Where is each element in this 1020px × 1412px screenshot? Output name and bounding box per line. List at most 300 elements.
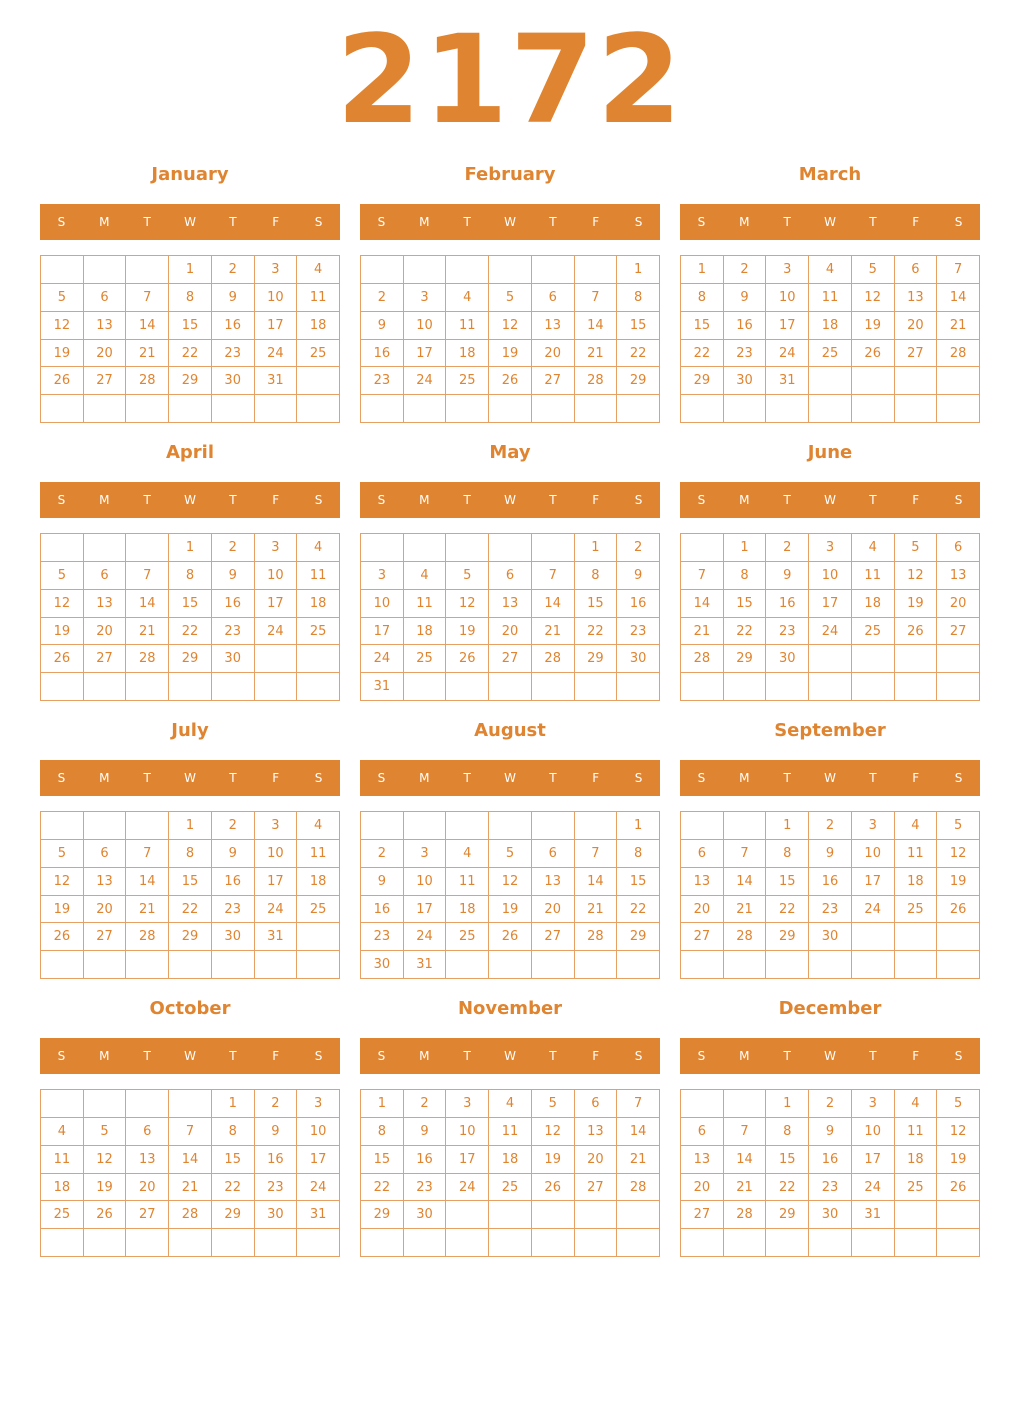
weekday-header bbox=[40, 1038, 340, 1074]
day-cell: 26 bbox=[937, 1174, 980, 1202]
day-cell: 19 bbox=[41, 618, 84, 646]
empty-day-cell bbox=[681, 1229, 724, 1257]
day-cell: 27 bbox=[126, 1201, 169, 1229]
day-cell: 20 bbox=[84, 340, 127, 368]
day-cell: 13 bbox=[575, 1118, 618, 1146]
day-cell: 7 bbox=[617, 1090, 660, 1118]
day-cell: 7 bbox=[532, 562, 575, 590]
weekday-label: S bbox=[314, 771, 323, 785]
empty-day-cell bbox=[895, 923, 938, 951]
day-cell: 25 bbox=[809, 340, 852, 368]
empty-day-cell bbox=[809, 395, 852, 423]
day-cell: 27 bbox=[895, 340, 938, 368]
day-cell: 3 bbox=[361, 562, 404, 590]
day-cell: 19 bbox=[489, 340, 532, 368]
day-cell: 16 bbox=[809, 868, 852, 896]
day-cell: 27 bbox=[84, 923, 127, 951]
empty-day-cell bbox=[404, 534, 447, 562]
day-cell: 22 bbox=[575, 618, 618, 646]
day-cell: 12 bbox=[895, 562, 938, 590]
day-cell: 7 bbox=[724, 840, 767, 868]
day-cell: 8 bbox=[169, 840, 212, 868]
month-name: June bbox=[807, 442, 853, 463]
day-cell: 1 bbox=[724, 534, 767, 562]
day-cell: 26 bbox=[489, 367, 532, 395]
empty-day-cell bbox=[169, 1229, 212, 1257]
day-cell: 26 bbox=[852, 340, 895, 368]
day-cell: 4 bbox=[895, 812, 938, 840]
empty-day-cell bbox=[169, 395, 212, 423]
day-cell: 18 bbox=[852, 590, 895, 618]
empty-day-cell bbox=[361, 812, 404, 840]
day-cell: 18 bbox=[297, 868, 340, 896]
weekday-label: S bbox=[697, 771, 706, 785]
weekday-label: M bbox=[419, 493, 430, 507]
empty-day-cell bbox=[937, 951, 980, 979]
empty-day-cell bbox=[41, 395, 84, 423]
day-cell: 20 bbox=[489, 618, 532, 646]
weekday-label: W bbox=[184, 771, 196, 785]
day-cell: 18 bbox=[446, 896, 489, 924]
day-cell: 21 bbox=[681, 618, 724, 646]
empty-day-cell bbox=[852, 645, 895, 673]
day-cell: 18 bbox=[297, 312, 340, 340]
weekday-label: S bbox=[634, 215, 643, 229]
day-cell: 19 bbox=[41, 340, 84, 368]
day-cell: 13 bbox=[84, 868, 127, 896]
day-cell: 12 bbox=[446, 590, 489, 618]
empty-day-cell bbox=[532, 1229, 575, 1257]
day-cell: 23 bbox=[809, 896, 852, 924]
empty-day-cell bbox=[361, 395, 404, 423]
empty-day-cell bbox=[126, 534, 169, 562]
day-cell: 3 bbox=[404, 840, 447, 868]
day-cell: 25 bbox=[404, 645, 447, 673]
day-cell: 24 bbox=[404, 367, 447, 395]
weekday-label: T bbox=[463, 771, 471, 785]
day-cell: 6 bbox=[895, 256, 938, 284]
day-cell: 6 bbox=[84, 562, 127, 590]
month-name: September bbox=[774, 720, 886, 741]
day-cell: 7 bbox=[681, 562, 724, 590]
day-cell: 8 bbox=[575, 562, 618, 590]
day-cell: 13 bbox=[681, 1146, 724, 1174]
day-grid bbox=[360, 255, 660, 423]
day-cell: 21 bbox=[169, 1174, 212, 1202]
day-cell: 15 bbox=[617, 868, 660, 896]
weekday-label: F bbox=[592, 771, 600, 785]
day-cell: 3 bbox=[809, 534, 852, 562]
day-cell: 8 bbox=[681, 284, 724, 312]
day-cell: 9 bbox=[617, 562, 660, 590]
day-cell: 16 bbox=[361, 340, 404, 368]
empty-day-cell bbox=[297, 951, 340, 979]
day-cell: 11 bbox=[404, 590, 447, 618]
weekday-label: T bbox=[143, 493, 151, 507]
day-cell: 24 bbox=[255, 896, 298, 924]
day-cell: 2 bbox=[212, 534, 255, 562]
weekday-label: S bbox=[634, 493, 643, 507]
day-cell: 5 bbox=[41, 840, 84, 868]
weekday-label: M bbox=[739, 215, 750, 229]
day-cell: 24 bbox=[297, 1174, 340, 1202]
empty-day-cell bbox=[575, 1229, 618, 1257]
day-cell: 17 bbox=[255, 590, 298, 618]
day-cell: 10 bbox=[446, 1118, 489, 1146]
day-cell: 19 bbox=[852, 312, 895, 340]
day-cell: 28 bbox=[575, 367, 618, 395]
day-cell: 11 bbox=[809, 284, 852, 312]
day-cell: 3 bbox=[852, 1090, 895, 1118]
empty-day-cell bbox=[126, 395, 169, 423]
weekday-label: F bbox=[272, 493, 280, 507]
day-cell: 21 bbox=[575, 340, 618, 368]
month-name: April bbox=[165, 442, 215, 463]
weekday-label: F bbox=[592, 1049, 600, 1063]
day-cell: 5 bbox=[937, 812, 980, 840]
day-cell: 14 bbox=[937, 284, 980, 312]
day-cell: 22 bbox=[169, 618, 212, 646]
day-cell: 7 bbox=[126, 840, 169, 868]
day-cell: 22 bbox=[766, 1174, 809, 1202]
weekday-label: W bbox=[504, 771, 516, 785]
day-cell: 19 bbox=[937, 1146, 980, 1174]
empty-day-cell bbox=[297, 645, 340, 673]
day-cell: 6 bbox=[575, 1090, 618, 1118]
day-cell: 14 bbox=[617, 1118, 660, 1146]
day-cell: 6 bbox=[532, 284, 575, 312]
day-cell: 15 bbox=[169, 868, 212, 896]
empty-day-cell bbox=[617, 1201, 660, 1229]
empty-day-cell bbox=[575, 673, 618, 701]
day-cell: 17 bbox=[852, 868, 895, 896]
day-cell: 24 bbox=[255, 618, 298, 646]
day-cell: 8 bbox=[766, 840, 809, 868]
day-cell: 26 bbox=[41, 645, 84, 673]
day-cell: 21 bbox=[617, 1146, 660, 1174]
empty-day-cell bbox=[297, 395, 340, 423]
day-cell: 26 bbox=[895, 618, 938, 646]
weekday-label: S bbox=[954, 1049, 963, 1063]
day-cell: 27 bbox=[681, 923, 724, 951]
day-cell: 9 bbox=[212, 840, 255, 868]
empty-day-cell bbox=[575, 951, 618, 979]
day-cell: 21 bbox=[126, 896, 169, 924]
day-cell: 13 bbox=[84, 312, 127, 340]
day-cell: 30 bbox=[809, 923, 852, 951]
day-cell: 27 bbox=[84, 367, 127, 395]
empty-day-cell bbox=[895, 367, 938, 395]
day-cell: 24 bbox=[361, 645, 404, 673]
day-cell: 25 bbox=[895, 1174, 938, 1202]
weekday-label: T bbox=[229, 215, 237, 229]
day-cell: 15 bbox=[169, 590, 212, 618]
day-cell: 29 bbox=[575, 645, 618, 673]
month-name: February bbox=[464, 164, 556, 185]
day-cell: 31 bbox=[255, 923, 298, 951]
day-cell: 9 bbox=[212, 284, 255, 312]
empty-day-cell bbox=[84, 1090, 127, 1118]
day-cell: 2 bbox=[361, 840, 404, 868]
weekday-label: T bbox=[463, 493, 471, 507]
day-cell: 11 bbox=[895, 1118, 938, 1146]
empty-day-cell bbox=[446, 1229, 489, 1257]
day-cell: 4 bbox=[852, 534, 895, 562]
empty-day-cell bbox=[575, 395, 618, 423]
day-cell: 3 bbox=[766, 256, 809, 284]
empty-day-cell bbox=[489, 256, 532, 284]
day-cell: 23 bbox=[766, 618, 809, 646]
day-cell: 16 bbox=[212, 590, 255, 618]
empty-day-cell bbox=[809, 367, 852, 395]
day-cell: 5 bbox=[852, 256, 895, 284]
day-cell: 28 bbox=[724, 923, 767, 951]
day-cell: 23 bbox=[361, 923, 404, 951]
day-cell: 6 bbox=[489, 562, 532, 590]
day-cell: 3 bbox=[446, 1090, 489, 1118]
empty-day-cell bbox=[766, 673, 809, 701]
day-cell: 18 bbox=[895, 1146, 938, 1174]
day-cell: 16 bbox=[724, 312, 767, 340]
weekday-label: T bbox=[143, 771, 151, 785]
weekday-label: S bbox=[57, 215, 66, 229]
empty-day-cell bbox=[255, 1229, 298, 1257]
day-cell: 4 bbox=[809, 256, 852, 284]
day-cell: 27 bbox=[681, 1201, 724, 1229]
day-cell: 18 bbox=[809, 312, 852, 340]
day-cell: 10 bbox=[255, 562, 298, 590]
day-cell: 14 bbox=[575, 312, 618, 340]
day-cell: 1 bbox=[617, 256, 660, 284]
day-cell: 19 bbox=[532, 1146, 575, 1174]
day-cell: 22 bbox=[617, 896, 660, 924]
day-cell: 26 bbox=[446, 645, 489, 673]
day-cell: 1 bbox=[681, 256, 724, 284]
day-cell: 5 bbox=[532, 1090, 575, 1118]
day-cell: 7 bbox=[937, 256, 980, 284]
day-grid bbox=[40, 533, 340, 701]
weekday-label: T bbox=[549, 215, 557, 229]
day-cell: 4 bbox=[489, 1090, 532, 1118]
day-cell: 23 bbox=[617, 618, 660, 646]
empty-day-cell bbox=[126, 812, 169, 840]
day-cell: 8 bbox=[361, 1118, 404, 1146]
empty-day-cell bbox=[852, 395, 895, 423]
weekday-label: W bbox=[184, 215, 196, 229]
weekday-label: T bbox=[229, 1049, 237, 1063]
day-cell: 31 bbox=[852, 1201, 895, 1229]
empty-day-cell bbox=[681, 673, 724, 701]
empty-day-cell bbox=[724, 1090, 767, 1118]
day-cell: 11 bbox=[446, 312, 489, 340]
weekday-label: F bbox=[592, 493, 600, 507]
day-cell: 8 bbox=[617, 840, 660, 868]
weekday-label: S bbox=[57, 493, 66, 507]
month-name: January bbox=[151, 164, 229, 185]
day-cell: 18 bbox=[404, 618, 447, 646]
empty-day-cell bbox=[937, 645, 980, 673]
empty-day-cell bbox=[84, 395, 127, 423]
day-cell: 30 bbox=[617, 645, 660, 673]
weekday-label: S bbox=[697, 493, 706, 507]
empty-day-cell bbox=[84, 812, 127, 840]
empty-day-cell bbox=[937, 1229, 980, 1257]
day-cell: 14 bbox=[126, 590, 169, 618]
day-cell: 28 bbox=[532, 645, 575, 673]
day-cell: 15 bbox=[361, 1146, 404, 1174]
day-cell: 22 bbox=[361, 1174, 404, 1202]
day-cell: 25 bbox=[852, 618, 895, 646]
empty-day-cell bbox=[84, 534, 127, 562]
weekday-header bbox=[680, 1038, 980, 1074]
empty-day-cell bbox=[404, 1229, 447, 1257]
day-cell: 15 bbox=[617, 312, 660, 340]
weekday-label: S bbox=[377, 215, 386, 229]
weekday-header bbox=[680, 482, 980, 518]
weekday-label: W bbox=[184, 493, 196, 507]
day-cell: 10 bbox=[404, 868, 447, 896]
day-cell: 17 bbox=[361, 618, 404, 646]
day-cell: 2 bbox=[724, 256, 767, 284]
empty-day-cell bbox=[489, 1201, 532, 1229]
weekday-label: F bbox=[912, 215, 920, 229]
empty-day-cell bbox=[255, 673, 298, 701]
day-cell: 5 bbox=[489, 284, 532, 312]
weekday-label: M bbox=[739, 493, 750, 507]
day-cell: 25 bbox=[446, 923, 489, 951]
empty-day-cell bbox=[126, 951, 169, 979]
empty-day-cell bbox=[852, 367, 895, 395]
day-cell: 30 bbox=[724, 367, 767, 395]
day-cell: 12 bbox=[937, 840, 980, 868]
day-cell: 29 bbox=[724, 645, 767, 673]
day-cell: 12 bbox=[84, 1146, 127, 1174]
empty-day-cell bbox=[895, 395, 938, 423]
empty-day-cell bbox=[852, 673, 895, 701]
weekday-label: T bbox=[783, 493, 791, 507]
day-cell: 20 bbox=[937, 590, 980, 618]
weekday-label: M bbox=[739, 1049, 750, 1063]
weekday-label: S bbox=[954, 215, 963, 229]
day-cell: 28 bbox=[724, 1201, 767, 1229]
day-cell: 12 bbox=[532, 1118, 575, 1146]
day-cell: 17 bbox=[404, 340, 447, 368]
day-cell: 13 bbox=[126, 1146, 169, 1174]
day-cell: 31 bbox=[404, 951, 447, 979]
day-cell: 20 bbox=[84, 896, 127, 924]
weekday-label: F bbox=[912, 493, 920, 507]
day-cell: 26 bbox=[937, 896, 980, 924]
day-cell: 17 bbox=[255, 312, 298, 340]
weekday-header bbox=[680, 760, 980, 796]
day-cell: 29 bbox=[169, 367, 212, 395]
day-cell: 9 bbox=[809, 1118, 852, 1146]
weekday-header bbox=[40, 204, 340, 240]
empty-day-cell bbox=[724, 395, 767, 423]
day-cell: 22 bbox=[169, 896, 212, 924]
day-cell: 28 bbox=[575, 923, 618, 951]
day-cell: 3 bbox=[852, 812, 895, 840]
empty-day-cell bbox=[809, 645, 852, 673]
empty-day-cell bbox=[489, 534, 532, 562]
weekday-label: F bbox=[592, 215, 600, 229]
weekday-label: W bbox=[184, 1049, 196, 1063]
weekday-label: W bbox=[504, 1049, 516, 1063]
empty-day-cell bbox=[446, 951, 489, 979]
day-cell: 11 bbox=[852, 562, 895, 590]
day-cell: 24 bbox=[446, 1174, 489, 1202]
day-cell: 11 bbox=[41, 1146, 84, 1174]
day-cell: 22 bbox=[169, 340, 212, 368]
day-cell: 30 bbox=[255, 1201, 298, 1229]
day-cell: 20 bbox=[681, 1174, 724, 1202]
weekday-label: T bbox=[549, 493, 557, 507]
day-cell: 5 bbox=[84, 1118, 127, 1146]
day-grid bbox=[680, 811, 980, 979]
day-cell: 1 bbox=[575, 534, 618, 562]
empty-day-cell bbox=[41, 812, 84, 840]
empty-day-cell bbox=[937, 923, 980, 951]
day-cell: 29 bbox=[681, 367, 724, 395]
empty-day-cell bbox=[532, 256, 575, 284]
day-cell: 17 bbox=[255, 868, 298, 896]
empty-day-cell bbox=[404, 256, 447, 284]
day-cell: 20 bbox=[84, 618, 127, 646]
day-cell: 13 bbox=[937, 562, 980, 590]
empty-day-cell bbox=[212, 951, 255, 979]
day-cell: 11 bbox=[297, 840, 340, 868]
day-cell: 15 bbox=[681, 312, 724, 340]
day-cell: 9 bbox=[255, 1118, 298, 1146]
day-cell: 13 bbox=[532, 868, 575, 896]
day-cell: 9 bbox=[361, 312, 404, 340]
day-cell: 29 bbox=[361, 1201, 404, 1229]
month-name: November bbox=[457, 998, 563, 1019]
day-cell: 2 bbox=[766, 534, 809, 562]
day-grid bbox=[40, 811, 340, 979]
weekday-label: M bbox=[739, 771, 750, 785]
weekday-label: S bbox=[697, 215, 706, 229]
day-cell: 26 bbox=[532, 1174, 575, 1202]
day-cell: 9 bbox=[361, 868, 404, 896]
weekday-label: T bbox=[869, 771, 877, 785]
day-cell: 25 bbox=[446, 367, 489, 395]
empty-day-cell bbox=[489, 395, 532, 423]
day-cell: 6 bbox=[126, 1118, 169, 1146]
day-cell: 23 bbox=[212, 618, 255, 646]
day-cell: 30 bbox=[212, 367, 255, 395]
empty-day-cell bbox=[41, 534, 84, 562]
day-cell: 30 bbox=[212, 645, 255, 673]
day-cell: 10 bbox=[852, 1118, 895, 1146]
day-cell: 19 bbox=[937, 868, 980, 896]
empty-day-cell bbox=[255, 395, 298, 423]
day-cell: 4 bbox=[446, 284, 489, 312]
weekday-label: F bbox=[272, 771, 280, 785]
day-cell: 20 bbox=[895, 312, 938, 340]
weekday-label: T bbox=[143, 1049, 151, 1063]
day-cell: 2 bbox=[404, 1090, 447, 1118]
day-cell: 31 bbox=[255, 367, 298, 395]
day-cell: 23 bbox=[404, 1174, 447, 1202]
day-cell: 19 bbox=[489, 896, 532, 924]
empty-day-cell bbox=[126, 673, 169, 701]
weekday-label: M bbox=[419, 215, 430, 229]
empty-day-cell bbox=[41, 951, 84, 979]
day-cell: 10 bbox=[766, 284, 809, 312]
day-cell: 25 bbox=[297, 896, 340, 924]
day-cell: 25 bbox=[41, 1201, 84, 1229]
